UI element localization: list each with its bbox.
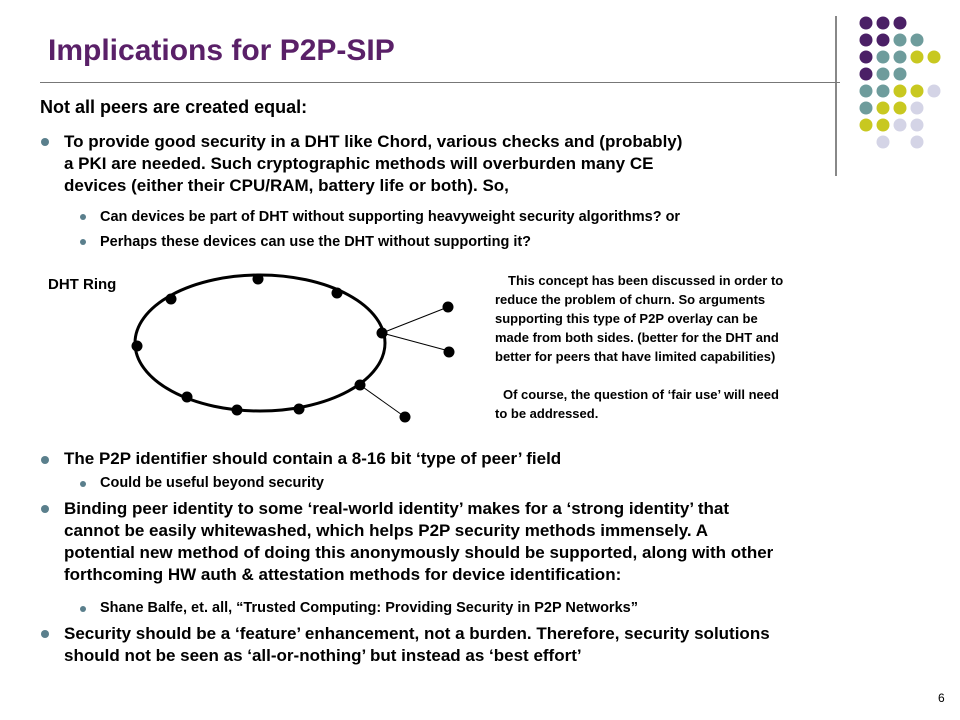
sub-bullet-text-3: Could be useful beyond security — [100, 475, 324, 491]
sub-bullet-text-1: Can devices be part of DHT without supporting heavyweight security algorithms? or — [100, 209, 681, 225]
dht-ring-diagram — [125, 265, 465, 435]
ring-link — [382, 307, 448, 333]
bullet-text-2: The P2P identifier should contain a 8-16 bit ‘type of peer’ field — [64, 449, 562, 468]
divider-vertical — [835, 16, 837, 176]
ring-node — [232, 405, 243, 416]
ring-node — [332, 288, 343, 299]
bullet-text-3 — [64, 498, 773, 586]
bullet-3-line-1: Binding peer identity to some ‘real-world identity’ makes for a ‘strong identity’ that — [64, 499, 729, 518]
note-line: Of course, the question of ‘fair use’ will need — [503, 387, 779, 402]
external-node — [444, 347, 455, 358]
bullet-1-line-2: a PKI are needed. Such cryptographic methods will overburden many CE — [64, 154, 654, 173]
note-line: reduce the problem of churn. So arguments — [495, 292, 766, 307]
sub-bullet-text-2: Perhaps these devices can use the DHT without supporting it? — [100, 234, 532, 250]
note-line: This concept has been discussed in order to — [508, 273, 784, 288]
ring-link — [360, 385, 405, 417]
note-line: supporting this type of P2P overlay can be — [495, 311, 758, 326]
sub-bullet-dot — [80, 239, 86, 245]
decorative-dot-grid — [840, 12, 960, 152]
bullet-dot — [41, 138, 49, 146]
external-node — [443, 302, 454, 313]
bullet-text-1 — [64, 131, 682, 197]
bullet-dot — [41, 456, 49, 464]
side-note — [495, 271, 855, 423]
sub-bullet-dot — [80, 606, 86, 612]
note-line: made from both sides. (better for the DHT and — [495, 330, 779, 345]
ring-node — [377, 328, 388, 339]
ring-node — [182, 392, 193, 403]
ring-link — [382, 333, 449, 351]
bullet-1-line-3: devices (either their CPU/RAM, battery life or both). So, — [64, 176, 509, 195]
bullet-dot — [41, 505, 49, 513]
note-line: to be addressed. — [495, 406, 599, 421]
bullet-3-line-2: cannot be easily whitewashed, which helps P2P security methods immensely. A — [64, 521, 709, 540]
ring-node — [166, 294, 177, 305]
bullet-dot — [41, 630, 49, 638]
ring-node — [253, 274, 264, 285]
bullet-4-line-1: Security should be a ‘feature’ enhancement, not a burden. Therefore, security solutions — [64, 624, 770, 643]
bullet-3-line-3: potential new method of doing this anonymously should be supported, along with other — [64, 543, 774, 562]
bullet-text-4 — [64, 623, 770, 667]
bullet-4-line-2: should not be seen as ‘all-or-nothing’ but instead as ‘best effort’ — [64, 646, 582, 665]
dht-ring-label: DHT Ring — [48, 276, 117, 293]
ring-node — [294, 404, 305, 415]
bullet-3-line-4: forthcoming HW auth & attestation methods for device identification: — [64, 565, 622, 584]
divider-horizontal — [40, 82, 840, 83]
sub-bullet-dot — [80, 481, 86, 487]
page-number: 6 — [938, 691, 945, 705]
bullet-1-line-1: To provide good security in a DHT like Chord, various checks and (probably) — [64, 132, 683, 151]
sub-bullet-dot — [80, 214, 86, 220]
slide-title: Implications for P2P-SIP — [48, 34, 395, 67]
note-line: better for peers that have limited capabilities) — [495, 349, 776, 364]
ring-node — [355, 380, 366, 391]
sub-bullet-text-4: Shane Balfe, et. all, “Trusted Computing: Providing Security in P2P Networks” — [100, 600, 638, 616]
external-node — [400, 412, 411, 423]
ring-node — [132, 341, 143, 352]
section-heading: Not all peers are created equal: — [40, 97, 308, 117]
